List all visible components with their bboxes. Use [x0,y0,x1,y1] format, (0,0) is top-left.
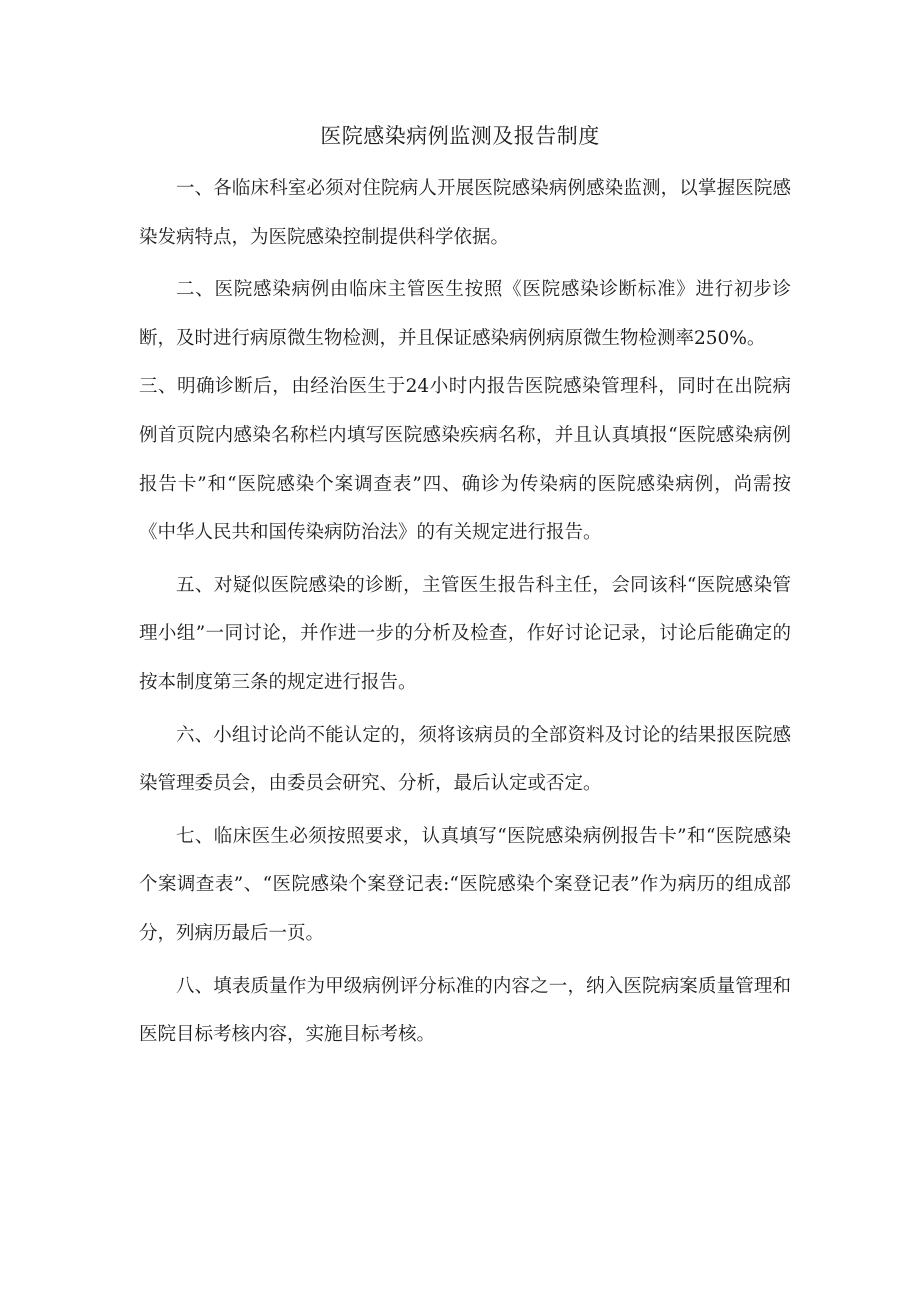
paragraph-2: 二、医院感染病例由临床主管医生按照《医院感染诊断标准》进行初步诊断，及时进行病原微生物检测，并且保证感染病例病原微生物检测率250%。 [139,279,791,349]
paragraph-5: 五、对疑似医院感染的诊断，主管医生报告科主任，会同该科“医院感染管理小组”一同讨论，并作进一步的分析及检查，作好讨论记录，讨论后能确定的按本制度第三条的规定进行报告。 [139,574,791,693]
page-title: 医院感染病例监测及报告制度 [320,124,600,148]
paragraph-7: 七、临床医生必须按照要求，认真填写“医院感染病例报告卡”和“医院感染个案调查表”、“医院感染个案登记表:“医院感染个案登记表”作为病历的组成部分，列病历最后一页。 [139,825,791,944]
document-body [139,165,791,1060]
paragraph-3: 三、明确诊断后，由经治医生于24小时内报告医院感染管理科，同时在出院病例首页院内感染名称栏内填写医院感染疾病名称，并且认真填报“医院感染病例报告卡”和“医院感染个案调查表”四、确诊为传染病的医院感染病例，尚需按《中华人民共和国传染病防治法》的有关规定进行报告。 [139,376,791,544]
paragraph-8: 八、填表质量作为甲级病例评分标准的内容之一，纳入医院病案质量管理和医院目标考核内容，实施目标考核。 [139,975,791,1046]
paragraph-1: 一、各临床科室必须对住院病人开展医院感染病例感染监测，以掌握医院感染发病特点，为医院感染控制提供科学依据。 [139,178,791,248]
paragraph-6: 六、小组讨论尚不能认定的，须将该病员的全部资料及讨论的结果报医院感染管理委员会，由委员会研究、分析，最后认定或否定。 [139,724,791,795]
